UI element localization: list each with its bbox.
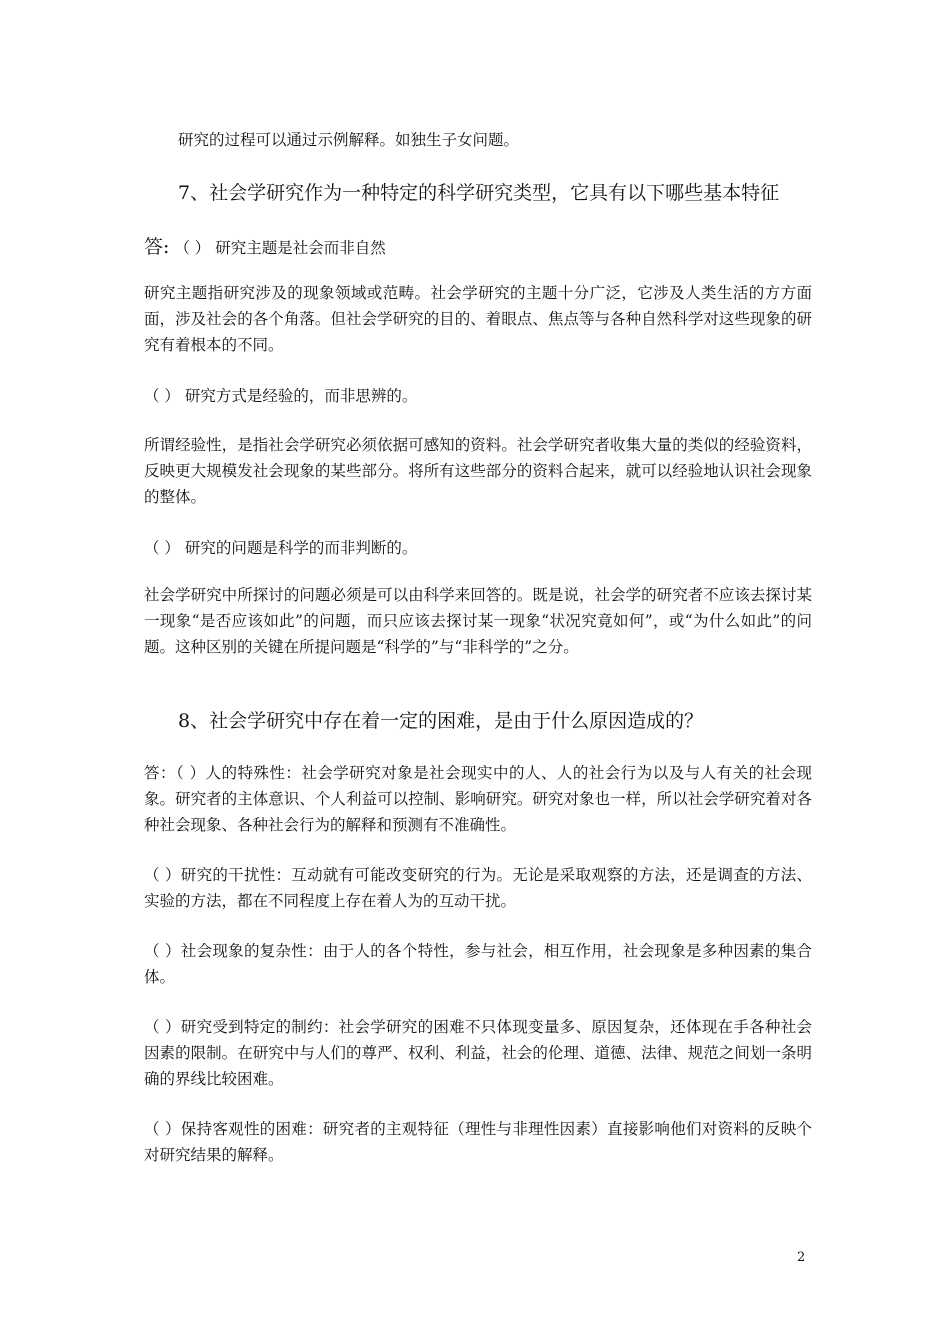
q8-point-2: （ ）研究的干扰性：互动就有可能改变研究的行为。无论是采取观察的方法，还是调查的方法、实验的方法，都在不同程度上存在着人为的互动干扰。 [144, 866, 812, 910]
q7-point-2-title: （ ） 研究方式是经验的，而非思辨的。 [144, 387, 418, 405]
q8-point-4: （ ）研究受到特定的制约：社会学研究的困难不只体现变量多、原因复杂，还体现在手各种社会因素的限制。在研究中与人们的尊严、权利、利益，社会的伦理、道德、法律、规范之间划一条明确的界线比较困难。 [144, 1018, 812, 1088]
answer-label: 答: [144, 236, 170, 258]
q8-point-5: （ ）保持客观性的困难：研究者的主观特征（理性与非理性因素）直接影响他们对资料的反映个对研究结果的解释。 [144, 1120, 812, 1164]
q7-point-3-title: （ ） 研究的问题是科学的而非判断的。 [144, 539, 418, 557]
question-7-heading: 7、社会学研究作为一种特定的科学研究类型，它具有以下哪些基本特征 [178, 182, 780, 204]
q8-point-1: 答：（ ）人的特殊性：社会学研究对象是社会现实中的人、人的社会行为以及与人有关的社会现象。研究者的主体意识、个人利益可以控制、影响研究。研究对象也一样，所以社会学研究着对各种社会现象、各种社会行为的解释和预测有不准确性。 [144, 764, 812, 834]
q7-answer-point-1-title [144, 232, 814, 259]
q7-point-1-title-text: （ ） 研究主题是社会而非自然 [174, 239, 386, 257]
question-8-heading: 8、社会学研究中存在着一定的困难，是由于什么原因造成的？ [178, 710, 704, 732]
page-number: 2 [797, 1250, 806, 1265]
q8-point-3: （ ）社会现象的复杂性：由于人的各个特性，参与社会，相互作用，社会现象是多种因素的集合体。 [144, 942, 812, 986]
intro-line: 研究的过程可以通过示例解释。如独生子女问题。 [178, 131, 520, 149]
q7-point-3-body: 社会学研究中所探讨的问题必须是可以由科学来回答的。既是说，社会学的研究者不应该去探讨某一现象“是否应该如此”的问题，而只应该去探讨某一现象“状况究竟如何”，或“为什么如此”的问题。这种区别的关键在所提问题是“科学的”与“非科学的”之分。 [144, 586, 812, 656]
q7-point-1-body: 研究主题指研究涉及的现象领域或范畴。社会学研究的主题十分广泛，它涉及人类生活的方方面面，涉及社会的各个角落。但社会学研究的目的、着眼点、焦点等与各种自然科学对这些现象的研究有着根本的不同。 [144, 284, 812, 354]
q7-point-2-body: 所谓经验性，是指社会学研究必须依据可感知的资料。社会学研究者收集大量的类似的经验资料，反映更大规模发社会现象的某些部分。将所有这些部分的资料合起来，就可以经验地认识社会现象的整体。 [144, 436, 812, 506]
